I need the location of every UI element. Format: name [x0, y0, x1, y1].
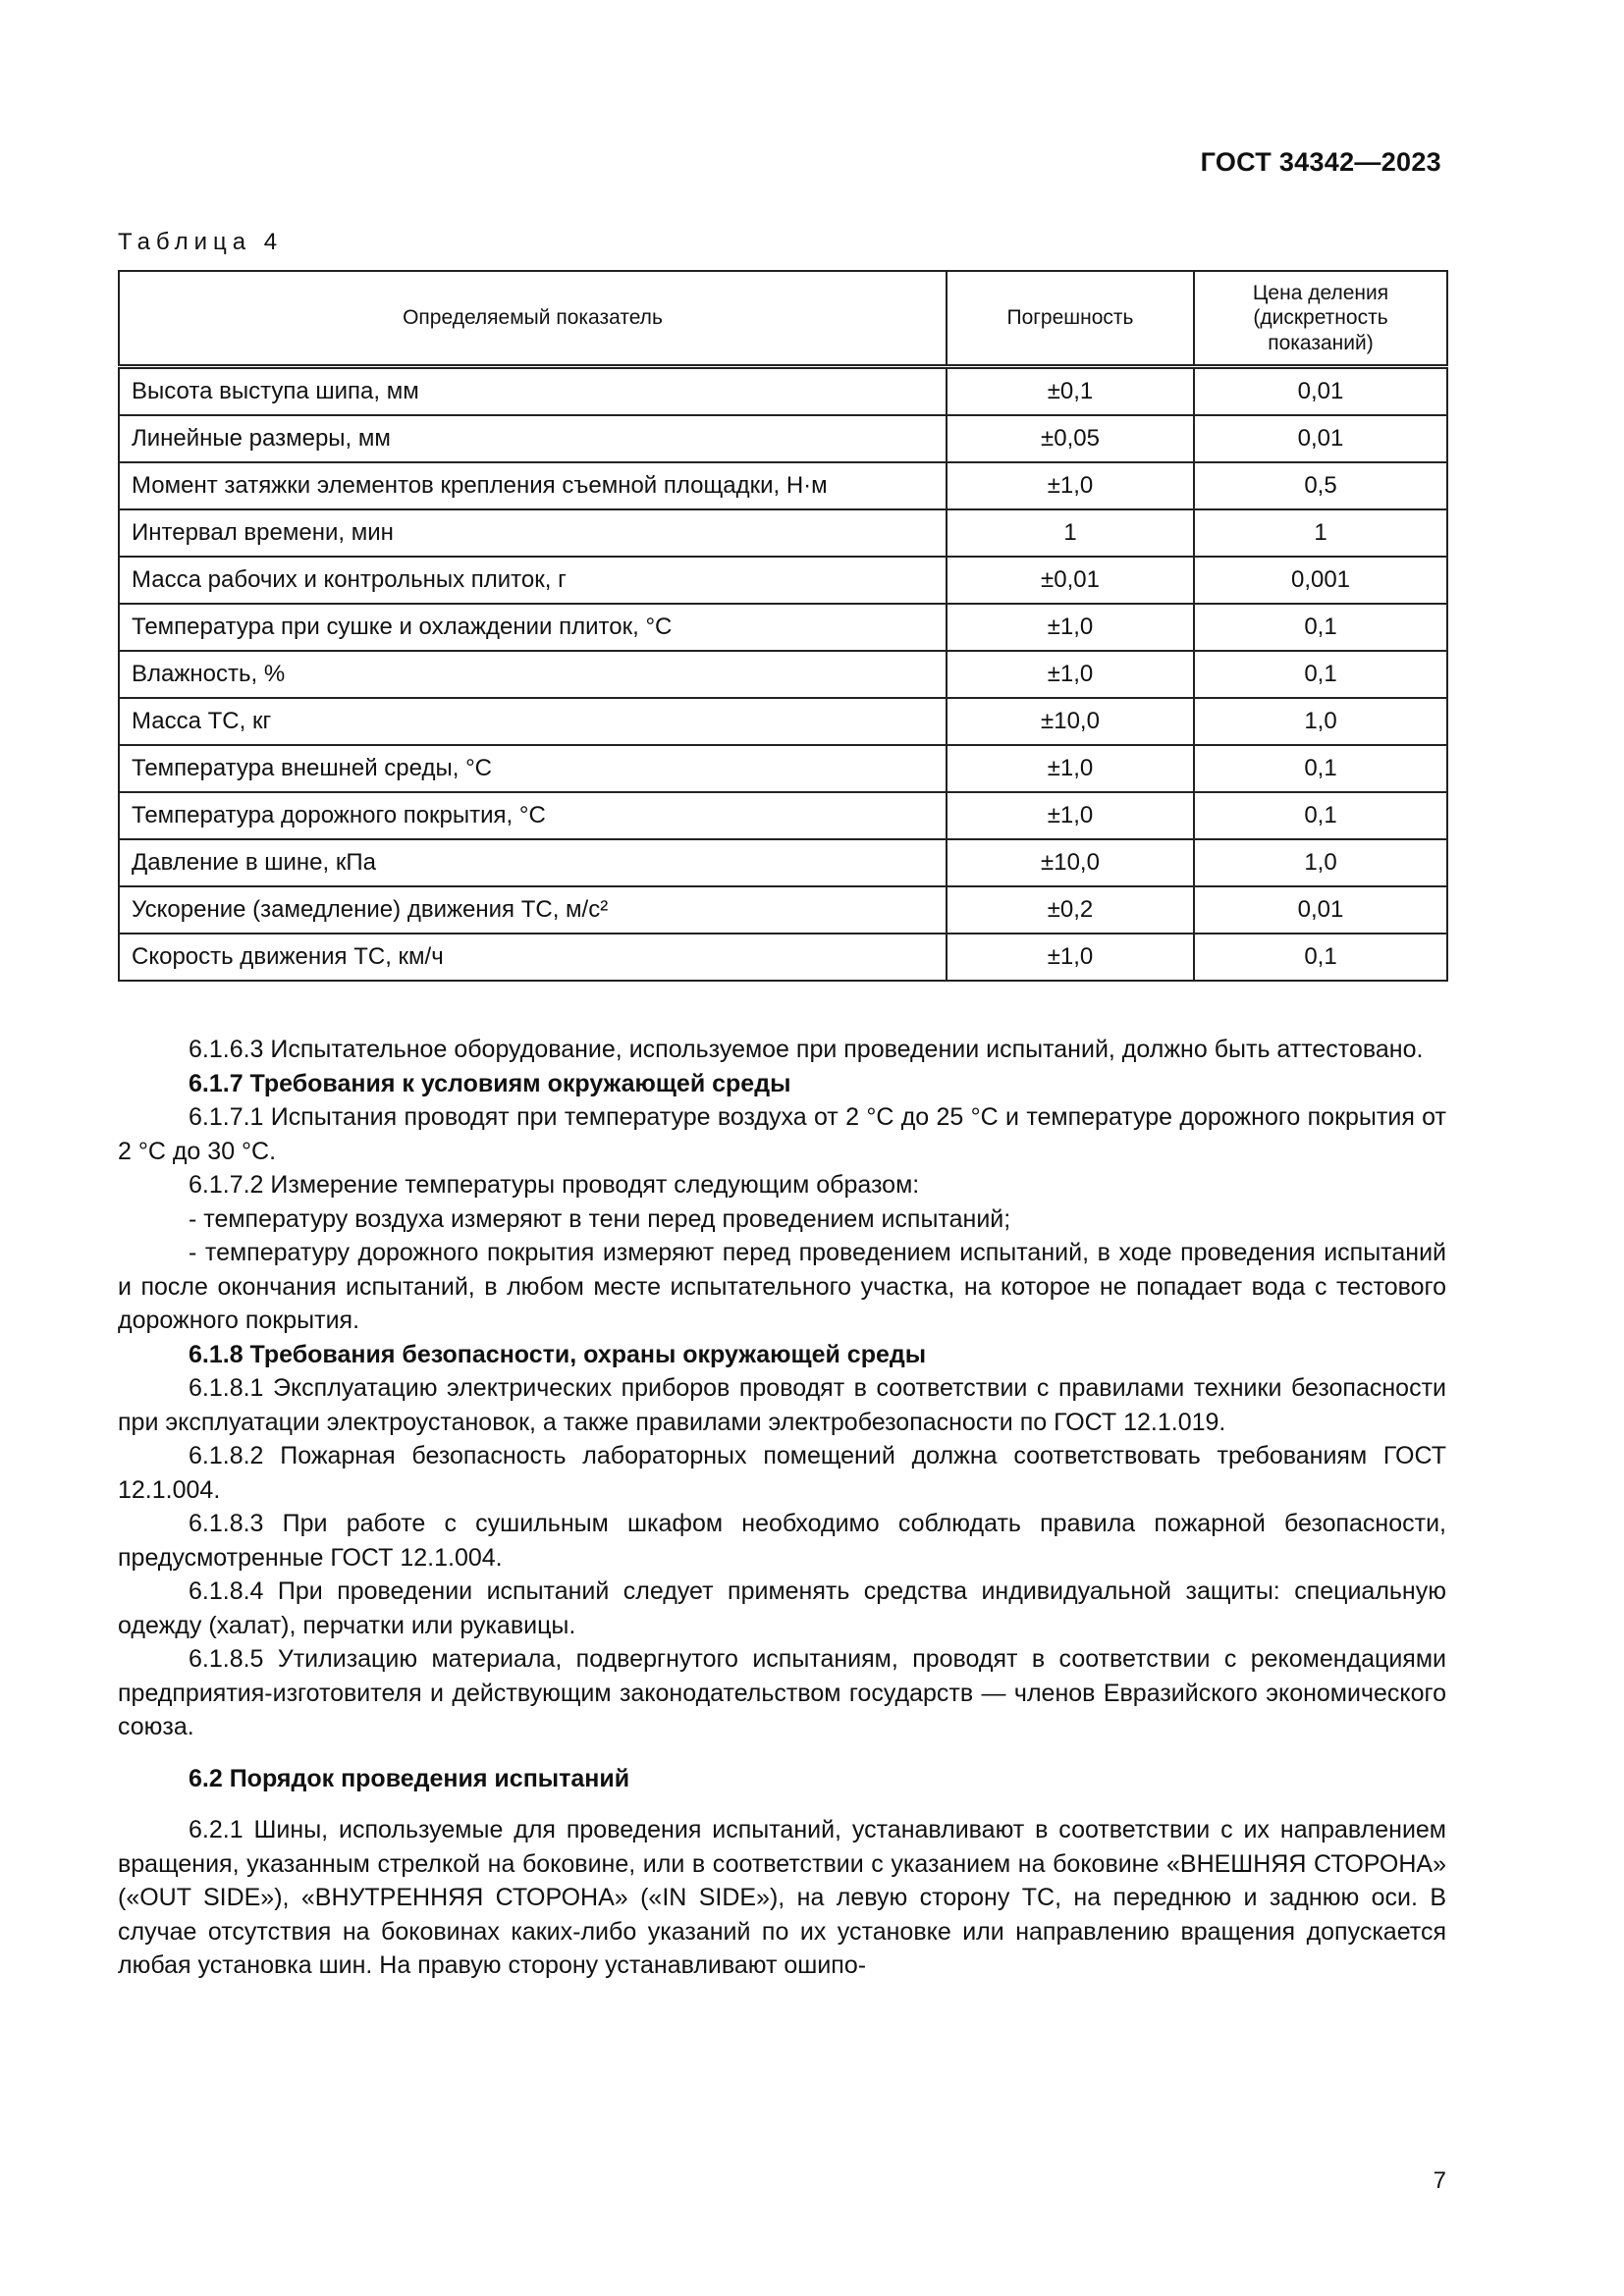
- table-row: [119, 604, 1447, 651]
- row-name: Ускорение (замедление) движения ТС, м/с²: [119, 886, 947, 934]
- row-division: 0,1: [1194, 792, 1447, 839]
- table-row: [119, 698, 1447, 745]
- paragraph-6-1-6-3: 6.1.6.3 Испытательное оборудование, используемое при проведении испытаний, должно быть аттестовано.: [189, 1036, 1424, 1063]
- parameters-table: [118, 270, 1448, 982]
- row-name: Масса рабочих и контрольных плиток, г: [119, 557, 947, 604]
- row-error: ±1,0: [947, 745, 1194, 792]
- table-row: [119, 509, 1447, 557]
- row-name: Линейные размеры, мм: [119, 415, 947, 462]
- row-division: 1: [1194, 509, 1447, 557]
- row-name: Момент затяжки элементов крепления съемной площадки, Н·м: [119, 462, 947, 509]
- row-name: Интервал времени, мин: [119, 509, 947, 557]
- paragraph-6-1-7-1: 6.1.7.1 Испытания проводят при температуре воздуха от 2 °С до 25 °С и температуре дорожного покрытия от 2 °С до 30 °С.: [118, 1103, 1446, 1165]
- heading-6-2: 6.2 Порядок проведения испытаний: [189, 1764, 630, 1792]
- row-name: Температура при сушке и охлаждении плиток, °С: [119, 604, 947, 651]
- row-error: ±0,1: [947, 367, 1194, 416]
- paragraph-6-1-7-2: 6.1.7.2 Измерение температуры проводят следующим образом:: [189, 1171, 920, 1199]
- document-code: ГОСТ 34342—2023: [1200, 147, 1441, 177]
- heading-6-1-8: 6.1.8 Требования безопасности, охраны окружающей среды: [189, 1340, 927, 1368]
- row-error: ±1,0: [947, 462, 1194, 509]
- row-error: ±1,0: [947, 934, 1194, 981]
- table-row: [119, 745, 1447, 792]
- row-name: Скорость движения ТС, км/ч: [119, 934, 947, 981]
- paragraph-6-1-8-3: 6.1.8.3 При работе с сушильным шкафом необходимо соблюдать правила пожарной безопасности, предусмотренные ГОСТ 12.1.004.: [118, 1510, 1446, 1572]
- row-name: Высота выступа шипа, мм: [119, 367, 947, 416]
- table-row: [119, 462, 1447, 509]
- paragraph-6-1-8-5: 6.1.8.5 Утилизацию материала, подвергнутого испытаниям, проводят в соответствии с рекомендациями предприятия-изготовителя и действующим законодательством государств — членов Евразийского экономического союза.: [118, 1645, 1446, 1740]
- row-division: 0,1: [1194, 604, 1447, 651]
- row-division: 0,001: [1194, 557, 1447, 604]
- paragraph-6-2-1: 6.2.1 Шины, используемые для проведения испытаний, устанавливают в соответствии с их направлением вращения, указанным стрелкой на боковине, или в соответствии с указанием на боковине «ВНЕШНЯЯ СТОРОНА» («OUT SIDE»), «ВНУТРЕННЯЯ СТОРОНА» («IN SIDE»), на левую сторону ТС, на переднюю и заднюю оси. В случае отсутствия на боковинах каких-либо указаний по их установке или направлению вращения допускается любая установка шин. На правую сторону устанавливают ошипо-: [118, 1816, 1446, 1979]
- row-name: Масса ТС, кг: [119, 698, 947, 745]
- row-division: 0,1: [1194, 745, 1447, 792]
- header-error: Погрешность: [947, 271, 1194, 367]
- heading-6-1-7: 6.1.7 Требования к условиям окружающей среды: [189, 1069, 791, 1097]
- row-error: ±1,0: [947, 792, 1194, 839]
- row-division: 0,01: [1194, 367, 1447, 416]
- table-row: [119, 886, 1447, 934]
- row-division: 1,0: [1194, 698, 1447, 745]
- row-error: ±0,01: [947, 557, 1194, 604]
- row-name: Влажность, %: [119, 651, 947, 698]
- row-error: ±0,2: [947, 886, 1194, 934]
- paragraph-6-1-8-1: 6.1.8.1 Эксплуатацию электрических приборов проводят в соответствии с правилами техники безопасности при эксплуатации электроустановок, а также правилами электробезопасности по ГОСТ 12.1.019.: [118, 1374, 1446, 1436]
- row-error: ±0,05: [947, 415, 1194, 462]
- row-name: Температура дорожного покрытия, °С: [119, 792, 947, 839]
- row-division: 0,1: [1194, 651, 1447, 698]
- table-row: [119, 792, 1447, 839]
- table-row: [119, 839, 1447, 886]
- row-error: ±10,0: [947, 698, 1194, 745]
- row-error: ±1,0: [947, 604, 1194, 651]
- row-error: ±10,0: [947, 839, 1194, 886]
- header-division: Цена деления (дискретность показаний): [1194, 271, 1447, 367]
- row-division: 0,1: [1194, 934, 1447, 981]
- header-parameter: Определяемый показатель: [119, 271, 947, 367]
- paragraph-6-1-8-2: 6.1.8.2 Пожарная безопасность лабораторных помещений должна соответствовать требованиям ГОСТ 12.1.004.: [118, 1442, 1446, 1504]
- list-item: - температуру воздуха измеряют в тени перед проведением испытаний;: [189, 1204, 1011, 1233]
- table-row: [119, 934, 1447, 981]
- row-division: 0,01: [1194, 886, 1447, 934]
- list-item: - температуру дорожного покрытия измеряют перед проведением испытаний, в ходе проведения испытаний и после окончания испытаний, в любом месте испытательного участка, на которое не попадает вода с тестового дорожного покрытия.: [118, 1239, 1446, 1334]
- row-division: 1,0: [1194, 839, 1447, 886]
- page-number: 7: [1433, 2167, 1446, 2194]
- row-name: Температура внешней среды, °С: [119, 745, 947, 792]
- table-row: [119, 415, 1447, 462]
- row-division: 0,5: [1194, 462, 1447, 509]
- paragraph-6-1-8-4: 6.1.8.4 При проведении испытаний следует применять средства индивидуальной защиты: специальную одежду (халат), перчатки или рукавицы.: [118, 1577, 1446, 1639]
- body-text: [118, 1033, 1446, 1983]
- row-error: ±1,0: [947, 651, 1194, 698]
- table-row: [119, 557, 1447, 604]
- row-division: 0,01: [1194, 415, 1447, 462]
- table-header-row: [119, 271, 1447, 367]
- row-name: Давление в шине, кПа: [119, 839, 947, 886]
- table-row: [119, 367, 1447, 416]
- table-caption: Таблица 4: [118, 229, 284, 255]
- row-error: 1: [947, 509, 1194, 557]
- table-row: [119, 651, 1447, 698]
